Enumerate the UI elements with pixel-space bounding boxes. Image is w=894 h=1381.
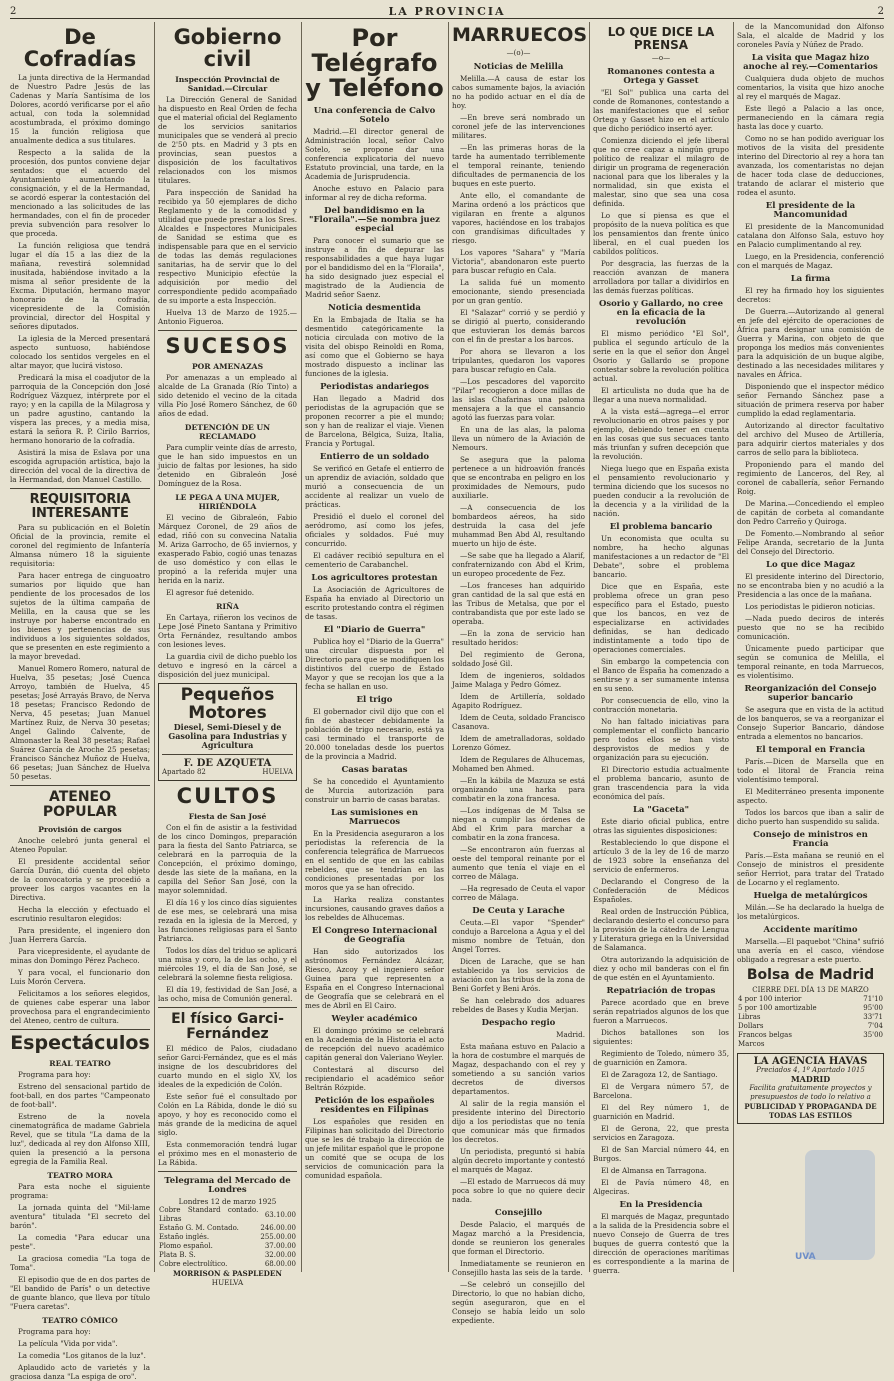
paragraph: —A consecuencia de los bombardeos aéreos, ha sido destruida la casa del jefe muhammad Ben Abd Al, resultando muerto un hijo de éste. [452,502,585,548]
divider [162,754,293,755]
subheading: Romanones contesta a Ortega y Gasset [607,67,715,87]
paragraph: Otra autorizando la adquisición de diez y ocho mil banderas con el fin de que estén en el Ayuntamiento. [593,955,729,983]
headline-fisico: El físico Garci-Fernández [171,1010,284,1042]
paragraph: El de Pavía número 48, en Algeciras. [593,1178,729,1197]
table-row [737,1022,884,1031]
row-value: 71'10 [863,994,883,1003]
paragraph: Por consecuencia de ello, vino la contracción monetaria. [593,696,729,715]
paragraph: La salida fué un momento emocionante, siendo presenciada por un gran gentío. [452,277,585,305]
subheading: Repatriación de tropas [606,986,716,997]
headline-requisitoria: REQUISITORIA INTERESANTE [29,492,131,521]
table-row [737,1040,884,1049]
paragraph: Para conocer el sumario que se instruye a fin de depurar las responsabilidades a que haya lugar por el bandidismo del en la "Floraila", ha sido designado juez especial el magistrado de la Audiencia de Madrid señor Saenz. [305,235,444,299]
advertisement-havas [737,1053,884,1124]
paragraph: —Ha regresado de Ceuta el vapor correo de Málaga. [452,883,585,902]
paragraph: Los vapores "Sahara" y "María Victoria", abandonaron este puerto para buscar refugio en Cala. [452,247,585,275]
paragraph: —En breve será nombrado un coronel jefe de las intervenciones militares. [452,112,585,140]
paragraph: —En la zona de servicio han resultado heridos: [452,628,585,647]
table-row [158,1233,297,1242]
paragraph: La jornada quinta del "Mil-lame aventura" titulada "El secreto del barón". [10,1202,150,1230]
paragraph: Madrid.—El director general de Administración local, señor Calvo Sotelo, se propone dar una conferencia explicatoria del nuevo Estatuto provincial, una tarde, en la Academia de Jurisprudencia. [305,126,444,181]
advertisement-motores [158,683,297,781]
subheading: Accidente marítimo [763,925,858,935]
subheading: DETENCIÓN DE UN RECLAMADO [184,423,271,442]
subheading: LE PEGA A UNA MUJER, HIRIÉNDOLA [175,493,280,512]
paragraph: Dicen de Larache, que se han establecido ya los servicios de aviación con las tribus de la zona de Beni Gorfet y Beni Arós. [452,956,585,993]
paragraph: —Los pescadores del vaporcito "Pilar" recogieron a doce millas de las islas Chafarinas una paloma mensajera a la que el cansancio agotó las fuerzas para volar. [452,376,585,422]
paragraph: Idem de ametralladoras, soldado Lorenzo Gómez. [452,733,585,752]
paragraph: Estreno de la novela cinematográfica de madame Gabriela Revel, que se titula "La dama de la luz", dedicada al rey don Alfonso XIII, quien la presenció a la persona egregia de la Familia Real. [10,1111,150,1166]
paragraph: Del regimiento de Gerona, soldado José Gil. [452,649,585,668]
column-rule [589,22,590,1272]
paragraph: Para su publicación en el Boletín Oficial de la provincia, remite el coronel del regimiento de Infantería Almansa número 18 la siguiente requisitoria: [10,523,150,569]
subheading: Una conferencia de Calvo Sotelo [313,105,436,125]
bolsa-subtitle: CIERRE DEL DÍA 13 DE MARZO [752,985,869,994]
subheading: El problema bancario [609,522,713,533]
row-label: Estaño inglés. [159,1233,210,1242]
paragraph: Para cumplir veinte días de arresto, que le han sido impuestos en un juicio de faltas por lesiones, ha sido detenido en Gibraleón José Domínguez de la Rosa. [158,443,297,489]
paragraph: El Directorio estudia actualmente el problema bancario, asunto de gran trascendencia para la vida económica del país. [593,765,729,802]
column-rule [448,22,449,1272]
paragraph: La comedia "Los gitanos de la luz". [18,1350,146,1360]
divider [158,1171,297,1172]
row-value: 35'00 [863,1030,883,1039]
paragraph: El vecino de Gibraleón, Fabio Márquez Coronel, de 29 años de edad, riñó con su convecina Natalia M. Ariza Garrocho, de 65 inviernos, y exasperado Fabio, cogió unas tenazas de uso doméstico y con ellas le propinó a la referida mujer una herida en la nariz. [158,513,297,586]
paragraph: Se asegura que en vista de la actitud de los banqueros, se va a reorganizar el Consejo Superior Bancario, dándose entrada a elementos no bancarios. [737,705,884,741]
paragraph: Comienza diciendo el jefe liberal que no cree capaz a ningún grupo político de realizar el milagro de dirigir un programa de regeneración nacional para que los liberales y la normalidad, sin que exista el malestar, sino que sea una cosa definida. [593,136,729,209]
paragraph: El de Gerona, 22, que presta servicios en Zaragoza. [593,1124,729,1143]
paragraph: Estreno del sensacional partido de foot-ball, en dos partes "Campeonato de foot-ball". [10,1081,150,1109]
paragraph: No han faltado iniciativas para complementar el conflicto bancario pero todos ellos se han visto desprovistos de medios y de organización para su ejecución. [593,717,729,763]
paragraph: Publica hoy el "Diario de la Guerra" una circular dispuesta por el Directorio para que se modifiquen los distintivos del cuerpo de Estado Mayor y que se recojan los que a la fecha se hallan en uso. [305,636,444,691]
paragraph: El gobernador civil dijo que con el fin de abastecer debidamente la población de trigo necesario, está ya casi terminado el transporte de 20.000 toneladas desde los puertos de la provincia a Madrid. [305,706,444,761]
subheading: El "Diario de Guerra" [323,624,426,635]
headline-cofradias: De Cofradías [23,25,137,72]
subheading: TEATRO MORA [47,1170,113,1180]
paragraph: Todos los días del triduo se aplicará una misa y coro, la de las ocho, y el miércoles 19, el día de San José, se celebrará la solemne fiesta religiosa. [158,945,297,982]
paragraph: Sin embargo la competencia con el Banco de España ha comenzado a sentirse y a ser sumamente intensa en su seno. [593,657,729,694]
paragraph: Se ha concedido el Ayuntamiento de Murcia autorización para construir un barrio de casas baratas. [305,776,444,804]
paragraph: Milán.—Se ha declarado la huelga de los metalúrgicos. [737,903,884,921]
row-value: 246.00.00 [260,1224,296,1233]
row-label: Plomo español. [159,1242,213,1251]
paragraph: En Cartaya, riñeron los vecinos de Lepe José Pineto Santana y Primitivo Orta Fernández, resultando ambos con lesiones leves. [158,613,297,650]
divider [158,330,297,331]
paragraph: La iglesia de la Merced presentará aspecto suntuoso, habiéndose colocado los sentidos vergeles en el altar mayor, que lucirá vistoso. [10,334,150,371]
subheading: Weyler académico [331,1013,418,1024]
paragraph: Todos los barcos que iban a salir de dicho puerto han suspendido su salida. [737,808,884,826]
paragraph: La guardia civil de dicho pueblo los detuvo e ingresó en la cárcel a disposición del juez municipal. [158,652,297,680]
subheading: La "Gaceta" [632,805,690,816]
paragraph: Por desgracia, las fuerzas de la reacción avanzan de manera arrolladora por tallar a dividirlos en las demás fuerzas políticas. [593,259,729,296]
market-table [158,1206,297,1269]
row-label: Cobre Standard contado. Libras [159,1206,259,1224]
paragraph: Este diario oficial publica, entre otras las siguientes disposiciones: [593,817,729,836]
separator: —(o)— [506,48,531,57]
paragraph: Marsella.—El paquebot "China" sufrió una avería en el casco, viéndose obligado a regresar a este puerto. [737,937,884,964]
paragraph: La junta directiva de la Hermandad de Nuestro Padre Jesús de las Cadenas y María Santísima de los Dolores, acordó verificarse por el año actual, con toda la solemnidad acostumbrada, el próximo domingo 15 la función religiosa que anualmente dedica a sus titulares. [10,73,150,146]
paragraph: Manuel Romero Romero, natural de Huelva, 35 pesetas; José Cuenca Arroyo, también de Huelva, 45 pesetas; José Arrayás Bravo, de Nerva 18 pesetas; Francisco Redondo de Nerva, 45 pesetas; Juan Manuel Martínez Ruiz, de Nerva 30 pesetas; Angel Galindo Calvente, de Almonaster la Real 38 pesetas; Rafael Suárez García de Aroche 25 pesetas; Francisco Sánchez Muñoz de Huelva, 66 pesetas; Juan Sánchez de Huelva 50 pesetas. [10,664,150,782]
ad-city: HUELVA [262,767,293,776]
paragraph: En la Embajada de Italia se ha desmentido categóricamente la noticia circulada con motivo de la visita del obispo Reinoldi en Roma, así como que el Gobierno se haya mostrado dispuesto a inclinar las funciones de la iglesia. [305,314,444,378]
paragraph: Autorizando al director facultativo del archivo del Museo de Artillería, para adquirir ciertos materiales y dos carros de sello para la biblioteca. [737,421,884,457]
column-rule [733,22,734,1272]
paragraph: Cualquiera duda objeto de muchos comentarios, la visita que hizo anoche al rey el marqués de Magaz. [737,74,884,101]
paragraph: Anoche celebró junta general el Ateneo Popular. [10,835,150,854]
paragraph: Real orden de Instrucción Pública, declarando desierto el concurso para la provisión de la cátedra de Lengua y Literatura griega en la Universidad de Salamanca. [593,907,729,953]
divider [10,1029,150,1030]
column-2 [158,22,297,1288]
paragraph: Programa para hoy: [18,1069,91,1079]
subheading: Reorganización del Consejo superior bancario [744,684,877,703]
paragraph: De Marina.—Concediendo el empleo de capitán de corbeta al comandante don Pedro Carreño y Quiroga. [737,499,884,526]
paragraph: Al salir de la regia mansión el presidente interino del Directorio dijo a los periodistas que no tenía que comunicar más que firmados los decretos. [452,1098,585,1144]
row-label: Estaño G. M. Contado. [159,1224,239,1233]
ad-address: Preciados 4, 1º Apartado 1015 [756,1065,865,1074]
paragraph: Este señor fué el consultado por Colón en La Rábida, donde le dió su apoyo, y hoy es reconocido como el más grande de la medicina de aquel siglo. [158,1092,297,1138]
ad-name: F. DE AZQUETA [183,757,272,769]
row-value: 32.00.00 [264,1251,296,1260]
paragraph: A la vista está—agrega—el error revolucionario en otros países y por ejemplo, debiendo tener en cuenta en las cosas que sus secuaces tanto más triunfan y sufren decepción que la revolución. [593,407,729,462]
paragraph: La película "Vida por vida". [18,1338,118,1348]
subheading: El trigo [356,694,393,705]
paragraph: Proponiendo para el mando del regimiento de Lanceros, del Rey, al coronel de caballería, señor Fernando Roig. [737,460,884,496]
paragraph: Asistirá la misa de Eslava por una escogida agrupación artística, bajo la dirección del vocal de la directiva de la Hermandad, don Manuel Castillo. [10,448,150,485]
column-4 [452,22,588,1325]
separator: —o— [651,54,671,63]
paragraph: Luego, en la Presidencia, conferenció con el marqués de Magaz. [737,252,884,270]
headline-gobierno-civil: Gobierno civil [173,25,282,72]
paragraph: Con el fin de asistir a la festividad de los cinco Domingos, preparación para la fiesta del Santo Patriarca, se celebrará en la parroquia de la Concepción, el próximo domingo, desde las siete de la mañana, en la capilla del Señor San José, con la mayor solemnidad. [158,822,297,895]
dateline: Madrid. [556,1029,585,1039]
paragraph: El del Rey número 1, de guarnición en Madrid. [593,1103,729,1122]
headline-cultos: CULTOS [176,783,279,808]
paragraph: La Asociación de Agricultores de España ha enviado al Directorio un escrito protestando contra el régimen de tasas. [305,584,444,621]
market-signature: MORRISON & PASPLEDEN [173,1269,282,1279]
column-6 [737,22,884,1272]
paragraph: El médico de Palos, ciudadano señor Garci-Fernández, que es el más insigne de los descubridores del cuarto mundo en el siglo XV, los ideales de la expedición de Colón. [158,1044,297,1090]
paragraph: "El Sol" publica una carta del conde de Romanones, contestando a las manifestaciones que el señor Ortega y Gasset hizo en el artículo que dicho periódico insertó ayer. [593,88,729,134]
paper-name: LA PROVINCIA [388,4,506,18]
divider [10,785,150,786]
paragraph: Los periodistas le pidieron noticias. [745,602,876,611]
paragraph: Se han celebrado dos aduares rebeldes de Bases y Kudia Merjan. [452,995,585,1014]
paragraph: Para inspección de Sanidad ha recibido ya 50 ejemplares de dicho Reglamento y de la comodidad y utilidad que puede prestar a los Sres. Alcaldes e Inspectores Municipales de Sanidad se estima que es indispensable para que en el servicio de todas las demás regulaciones sanitarias, ha de servir que lo del respectivo Municipio efectúe la adquisición por medio del correspondiente pedido acompañado de su importe a esta Inspección. [158,188,297,306]
row-value: 37.00.00 [264,1242,296,1251]
paragraph: Dice que en España, este problema ofrece un gran peso específico para el Estado, puesto que los bancos, en vez de especializarse en actividades definidas, se han dedicado indistintamente a todo tipo de operaciones comerciales. [593,582,729,655]
row-value: 255.00.00 [260,1233,296,1242]
paragraph: —Los indígenas de M Talsa se niegan a cumplir las órdenes de Abd el Krim para marchar a combatir en la zona francesa. [452,805,585,842]
paragraph: Ante ello, el comandante de Marina ordenó a los prácticos que vigilaran en frente a algunos vapores, haciéndose en los trabajos con grandísimas dificultades y riesgo. [452,190,585,245]
subheading: POR AMENAZAS [191,362,264,372]
headline-prensa: LO QUE DICE LA PRENSA [607,25,715,52]
subheading: Provisión de cargos [38,824,122,834]
table-row [158,1206,297,1224]
paragraph: El domingo próximo se celebrará en la Academia de la Historia el acto de recepción del nuevo académico capitán general don Valeriano Weyler. [305,1025,444,1062]
paragraph: El de Zaragoza 12, de Santiago. [601,1070,718,1080]
paragraph: El rey ha firmado hoy los siguientes decretos: [737,286,884,304]
paragraph: Idem de ingenieros, soldados Jaime Malaga y Pedro Gómez. [452,670,585,689]
headline-telegrama: Telegrama del Mercado de Londres [164,1176,291,1196]
paragraph: Para hacer entrega de cinguoatro sumarios por liquido que han pendiente de los procesados de los sujetos de la última campaña de Melilla, en la causa que se les instruye por haberse encontrado en los bienes y pertenencias de sus individuos a los siguientes soldados, que se presenten en este regimiento a la mayor brevedad. [10,571,150,662]
paragraph: El cadáver recibió sepultura en el cementerio de Carabanchel. [305,550,444,569]
paragraph: Los españoles que residen en Filipinas han solicitado del Directorio que se les dé trabajo la dirección de un jefe militar español que le propone un comité que se ocupa de los servicios de comunicación para la comunidad española. [305,1116,444,1180]
subheading: Casas baratas [341,764,408,775]
row-label: Plata B. S. [159,1251,196,1260]
paragraph: El presidente de la Mancomunidad catalana don Alfonso Sala, estuvo hoy en Palacio cumplimentando al rey. [737,222,884,249]
paragraph: Esta conmemoración tendrá lugar el próximo mes en el monasterio de La Rábida. [158,1140,297,1168]
masthead [10,4,884,19]
row-value: 33'71 [863,1012,883,1021]
ad-title: Pequeños Motores [180,685,275,723]
table-row [158,1242,297,1251]
paragraph: —Se encontraron aún fuerzas al oeste del temporal reinante por el aumento que tenía el viaje en el correo de Málaga. [452,844,585,881]
paragraph: Lo que sí piensa es que el propósito de la nueva política es que los pensamientos dan frente único liberal, en el cual pueden los cabildos políticos. [593,211,729,257]
paragraph: El "Salazar" corrió y se perdió y se dirigió al puerto, considerando que estuvieran los demás barcos con el fin de prestar a los barcos. [452,307,585,344]
subheading: Lo que dice Magaz [765,560,855,570]
paragraph: El Mediterráneo presenta imponente aspecto. [737,787,884,805]
paragraph: —Se celebró un consejillo del Directorio, lo que no habían dicho, según aseguraron, que en el Consejo se había leído un solo expediente. [452,1279,585,1325]
paragraph: El de San Marcial número 44, en Burgos. [593,1145,729,1164]
paragraph: El mismo periódico "El Sol", publica el segundo artículo de la serie en la que el señor don Ángel Osorio y Gallardo se propone contestar sobre la revolución política actual. [593,329,729,384]
subheading: La firma [790,274,831,284]
paragraph: Por ahora se llevaron a los tripulantes, quedaron los vapores para buscar refugio en Cala. [452,346,585,374]
row-label: 5 por 100 amortizable [738,1003,817,1012]
column-1 [10,22,150,1381]
paragraph: Como no se han podido averiguar los motivos de la visita del presidente interino del Directorio al rey a hora tan avanzada, los comentaristas no dejan de hacer toda clase de deducciones, tratando de aclarar el misterio que rodea el asunto. [737,134,884,197]
market-date: Londres 12 de marzo 1925 [178,1197,277,1207]
ad-address [162,768,293,777]
paragraph: Idem de Regulares de Alhucemas, Mohamed ben Ahmed. [452,754,585,773]
subheading: Consejo de ministros en Francia [753,830,868,849]
subheading: Inspección Provincial de Sanidad.—Circular [175,75,280,94]
subheading: Despacho regio [481,1017,556,1028]
paragraph: París.—Esta mañana se reunió en el Consejo de ministros el presidente señor Herriot, para tratar del Tratado de Locarno y el reglamento. [737,851,884,887]
paragraph: El presidente interino del Directorio, no se encontraba bien y no acudió a la Presidencia a las once de la mañana. [737,572,884,599]
subheading: Fiesta de San José [188,811,267,821]
paragraph: París.—Dicen de Marsella que en todo el litoral de Francia reina violentísimo temporal. [737,757,884,784]
paragraph: Para esta noche el siguiente programa: [10,1181,150,1200]
paragraph: Disponiendo que el inspector médico señor Fernando Sánchez pase a situación de primera reserva por haber cumplido la edad reglamentaria. [737,382,884,418]
paragraph: Idem de Ceuta, soldado Francisco Casanova. [452,712,585,731]
paragraph: Desde Palacio, el marqués de Magaz marchó a la Presidencia, donde se reunieron los generales que forman el Directorio. [452,1219,585,1256]
column-rule [301,22,302,1272]
paragraph: La Harka realiza constantes incursiones, causando graves daños a los rebeldes de Alhucemas. [305,894,444,922]
paragraph: La comedia "Para educar una peste". [10,1232,150,1251]
row-value: 68.00.00 [264,1260,296,1269]
subheading: Noticias de Melilla [473,61,564,72]
row-value: 63.10.00 [264,1210,296,1219]
subheading: Las sumisiones en Marruecos [330,807,419,827]
paragraph: —En las primeras horas de la tarde ha aumentado terriblemente el temporal reinante, teniendo dificultades de permanencia de los buques en este puerto. [452,142,585,188]
headline-marruecos: MARRUECOS [452,24,588,46]
paragraph: Para vicepresidente, el ayudante de minas don Domingo Pérez Pacheco. [10,946,150,965]
paragraph: El de Almansa en Tarragona. [601,1166,707,1176]
paragraph: —En la kábila de Mazuza se está organizando una harka para combatir en la zona francesa. [452,775,585,803]
table-row [158,1260,297,1269]
paragraph: Esta mañana estuvo en Palacio a la hora de costumbre el marqués de Magaz, despachando con el rey y sometiendo a su sanción varios decretos de diversos departamentos. [452,1041,585,1096]
paragraph: Contestará al discurso del recipiendario el académico señor Beltrán Rózpide. [305,1064,444,1092]
paragraph: El de Vergara número 57, de Barcelona. [593,1082,729,1101]
bolsa-table [737,995,884,1049]
paragraph: Programa para hoy: [18,1326,91,1336]
column-5 [593,22,729,1276]
subheading: REAL TEATRO [49,1058,111,1068]
paragraph: El día 16 y los cinco días siguientes de ese mes, se celebrará una misa rezada en la iglesia de la Merced, y las funciones religiosas para el Santo Patriarca. [158,897,297,943]
paragraph: —El estado de Marruecos dá muy poca sobre lo que no quiere decir nada. [452,1176,585,1204]
row-label: 4 por 100 interior [738,994,802,1003]
subheading: El temporal en Francia [755,745,866,755]
paragraph: Huelva 13 de Marzo de 1925.—Antonio Figueroa. [158,308,297,327]
paragraph: Para presidente, el ingeniero don Juan Herrera García. [10,925,150,944]
paragraph: La graciosa comedia "La toga de Toma". [10,1253,150,1272]
paragraph: Anoche estuvo en Palacio para informar al rey de dicha reforma. [305,183,444,202]
paragraph: La función religiosa que tendrá lugar el día 15 a las diez de la mañana, revestirá solemnidad inusitada, habiéndose invitado a la misma al señor presidente de la Excma. Diputación, hermano mayor honorario de la cofradía, vicepresidente de la Comisión provincial, director del Hospital y señores diputados. [10,241,150,332]
divider [158,1007,297,1008]
ad-text: PUBLICIDAD Y PROPAGANDA DE TODAS LAS ESTILOS [744,1101,877,1120]
table-row [158,1251,297,1260]
paragraph: El articulista no duda que ha de llegar a una nueva normalidad. [593,386,729,405]
ad-text: Facilita gratuitamente proyectos y presupuestos de todo lo relativo a [749,1083,872,1101]
row-label: Libras [738,1012,761,1021]
paragraph: Y para vocal, el funcionario don Luis Morón Cervera. [10,967,150,986]
page-number-left: 2 [10,5,17,17]
paragraph: La Dirección General de Sanidad ha dispuesto en Real Orden de fecha que el material oficial del Reglamento de los servicios sanitarios municipales que se venderá al precio de 2'50 pts. en Madrid y 3 pts en provincias, sean puestos a disposición de los facultativos relacionados con los mismos titulares. [158,95,297,186]
paragraph: Hecha la elección y efectuado el escrutinio resultaron elegidos: [10,904,150,923]
table-row [737,1004,884,1013]
subheading: La visita que Magaz hizo anoche al rey.—Comentarios [743,53,878,72]
row-label: Dollars [738,1021,764,1030]
market-city: HUELVA [211,1278,244,1288]
subheading: Los agricultores protestan [311,572,438,583]
subheading: Osorio y Gallardo, no cree en la eficacia de la revolución [598,299,724,328]
row-value [853,1040,884,1049]
paragraph: Felicitamos a los señores elegidos, de quienes cabe esperar una labor provechosa para el engrandecimiento del Ateneo, centro de cultura. [10,988,150,1025]
paragraph: Aplaudido acto de varietés y la graciosa danza "La espiga de oro". [10,1362,150,1381]
paragraph: Predicará la misa el coadjutor de la parroquia de la Concepción don José Rodríguez Vázquez, intérprete por el rayo; y en la capilla de la Milagrosa y un padre agustino, cantando la víspera las preces, y a media misa, estará la señora R. P. Cirilo Barrios, hermano honorario de la cofradía. [10,373,150,446]
ad-title: LA AGENCIA HAVAS [753,1055,868,1067]
paragraph: El día 19, festividad de San José, a las ocho, misa de Comunión general. [158,984,297,1003]
paragraph: Únicamente puedo participar que según se comunica de Melilla, el temporal reinante, en toda Marruecos, es violentísimo. [737,644,884,680]
row-label: Francos belgas [738,1030,792,1039]
ad-line: Diesel, Semi-Diesel y de Gasolina para Industrias y Agricultura [168,721,287,750]
paragraph: Idem de Artillería, soldado Agapito Rodríguez. [452,691,585,710]
table-row [737,1013,884,1022]
paragraph: De Guerra.—Autorizando al general en jefe del ejército de operaciones de África para designar una comisión de Guerra y Marina, con objeto de que proponga los medios más convenientes para la adquisición de un buque algibe, destinado a las necesidades militares y navales en África. [737,307,884,379]
headline-ateneo: ATENEO POPULAR [42,789,118,821]
subheading: Entierro de un soldado [319,451,430,462]
divider [10,488,150,489]
headline-espectaculos: Espectáculos [10,1031,150,1054]
paragraph: Un economista que oculta su nombre, ha hecho algunas manifestaciones a un redactor de "El Debate", sobre el problema bancario. [593,534,729,580]
subheading: RIÑA [216,602,239,612]
paragraph: de la Mancomunidad don Alfonso Sala, el alcalde de Madrid y los coroneles Pavía y Núñez de Prado. [737,22,884,49]
row-label: Cobre electrolítico. [159,1260,228,1269]
row-value: 7'04 [867,1021,883,1030]
paragraph: —Nada puedo deciros de interés puesto que no se ha recibido comunicación. [737,614,884,641]
paragraph: Han llegado a Madrid dos periodistas de la agrupación que se proponen recorrer a pie el mundo; son y han de realizar el viaje. Vienen de Barcelona, Bélgica, Suiza, Italia, Francia y Portugal. [305,393,444,448]
paragraph: Niega luego que en España exista el pensamiento revolucionario y termina diciendo que los sucesos no pueden conducir a la revolución de la decencia y a la virilidad de la nación. [593,464,729,519]
row-label: Marcos [738,1039,765,1048]
subheading: Periodistas andariegos [320,381,429,392]
headline-telegrafo: Por Telégrafo y Teléfono [305,24,444,103]
paragraph: El marqués de Magaz, preguntado a la salida de la Presidencia sobre el nuevo Consejo de Guerra de tres buques de guerra contestó que la dirección de operaciones marítimas es correspondiente a la marina de guerra. [593,1212,729,1276]
paragraph: De Fomento.—Nombrando al señor Felipe Aranda, secretario de la Junta del Consejo del Directorio. [737,529,884,556]
paragraph: Restableciendo lo que dispone el artículo 3 de la ley de 16 de marzo de 1923 sobre la enseñanza del servicio de enfermeros. [593,838,729,875]
paragraph: Parece acordado que en breve serán repatriados algunos de los que fueron a Marruecos. [593,998,729,1026]
column-3 [305,22,444,1272]
paragraph: Se asegura que la paloma pertenece a un hidroavión francés que se encontraba en peligro en los proximidades de Nemours, pudo auxiliarle. [452,454,585,500]
paragraph: Presidió el duelo el coronel del aeródromo, así como los jefes, oficiales y soldados. Fué muy concurrido. [305,511,444,548]
library-stamp [805,1150,875,1260]
subheading: En la Presidencia [619,1200,703,1211]
subheading: Noticia desmentida [328,302,421,313]
paragraph: Se verificó en Getafe el entierro de un aprendiz de aviación, soldado que murió a consecuencia de un accidente al realizar un vuelo de prácticas. [305,463,444,509]
paragraph: Un periodista, preguntó si había algún decreto importante y contestó el marqués de Magaz. [452,1146,585,1174]
subheading: El Congreso Internacional de Geografía [311,925,438,945]
ad-city: MADRID [790,1073,831,1084]
paragraph: Melilla.—A causa de estar los cabos sumamente bajos, la aviación no ha podido actuar en el día de hoy. [452,73,585,110]
paragraph: Respecto a la salida de la procesión, dos puntos conviene dejar sentados: que el acuerdo del Ayuntamiento aumentando la consignación, y el de la Hermandad, se acordó esperar la contestación del mencionado a las solicitudes de las hermandades, con el fin de proceder previa subvención para resolver lo que proceda. [10,148,150,239]
paragraph: Por amenazas a un empleado al alcalde de La Granada (Río Tinto) a sido detenido el vecino de la citada villa Pío José Romero Sánchez, de 60 años de edad. [158,373,297,419]
subheading: Petición de los españoles residentes en Filipinas [314,1095,435,1115]
paragraph: El episodio que de en dos partes de "El bandido de París" o un detective de guante blanco, que lleva por título "Fuera caretas". [10,1274,150,1311]
paragraph: Este llegó a Palacio a las once, permaneciendo en la cámara regia hasta las doce y cuarto. [737,104,884,131]
paragraph: En la Presidencia aseguraron a los periodistas la referencia de la conferencia telegráfica de Marruecos en el sentido de que en las cabilas rebeldes, que se tendrían en las condiciones presentadas por los moros que ya se han ofrecido. [305,828,444,892]
subheading: Huelga de metalúrgicos [753,891,868,901]
table-row [158,1224,297,1233]
subheading: De Ceuta y Larache [472,905,565,916]
table-row [737,995,884,1004]
paragraph: —Se sabe que ha llegado a Alarif, confraternizando con Abd el Krim, un europeo procedente de Fez. [452,550,585,578]
paragraph: El presidente accidental señor García Durán, dió cuenta del objeto de la convocatoria y se procedió a proveer los cargos vacantes en la Directiva. [10,856,150,902]
stamp-text: UVA [795,1252,816,1262]
subheading: Del bandidismo en la "Floraila".—Se nombra juez especial [309,205,440,234]
paragraph: Dichos batallones son los siguientes: [593,1028,729,1047]
paragraph: Han sido autorizados los astrónomos Fernández Alcázar, Riesco, Azcoy y el ingeniero señor Guinea para que representen a España en el Congreso Internacional de Geografía que se celebrará en el mes de Abril en El Cairo. [305,946,444,1010]
row-value: 95'00 [863,1003,883,1012]
paragraph: El agresor fué detenido. [166,588,254,598]
subheading: Consejillo [494,1207,543,1218]
paragraph: Inmediatamente se reunieron en Consejillo hasta las seis de la tarde. [452,1258,585,1277]
headline-sucesos: SUCESOS [165,334,290,359]
subheading: El presidente de la Mancomunidad [765,201,856,220]
ad-box: Apartado 82 [162,767,206,776]
headline-bolsa: Bolsa de Madrid [746,967,875,983]
page-number-right: 2 [877,5,884,17]
column-rule [154,22,155,1272]
table-row [737,1031,884,1040]
paragraph: Ceuta.—El vapor "Spender" condujo a Barcelona a Agua y el del mismo nombre de Tetuán, don Angel Torres. [452,917,585,954]
paragraph: Regimiento de Toledo, número 35, de guarnición en Zamora. [593,1049,729,1068]
subheading: TEATRO CÓMICO [42,1315,118,1325]
paragraph: Declarando el Congreso de la Confederación de Médicos Españoles. [593,877,729,905]
paragraph: En una de las alas, la paloma lleva un número de la Aviación de Nemours. [452,424,585,452]
paragraph: —Los franceses han adquirido gran cantidad de la sal que está en las Tribus de Metalsa, que por el contrabandista que por este lado se operaba. [452,580,585,626]
